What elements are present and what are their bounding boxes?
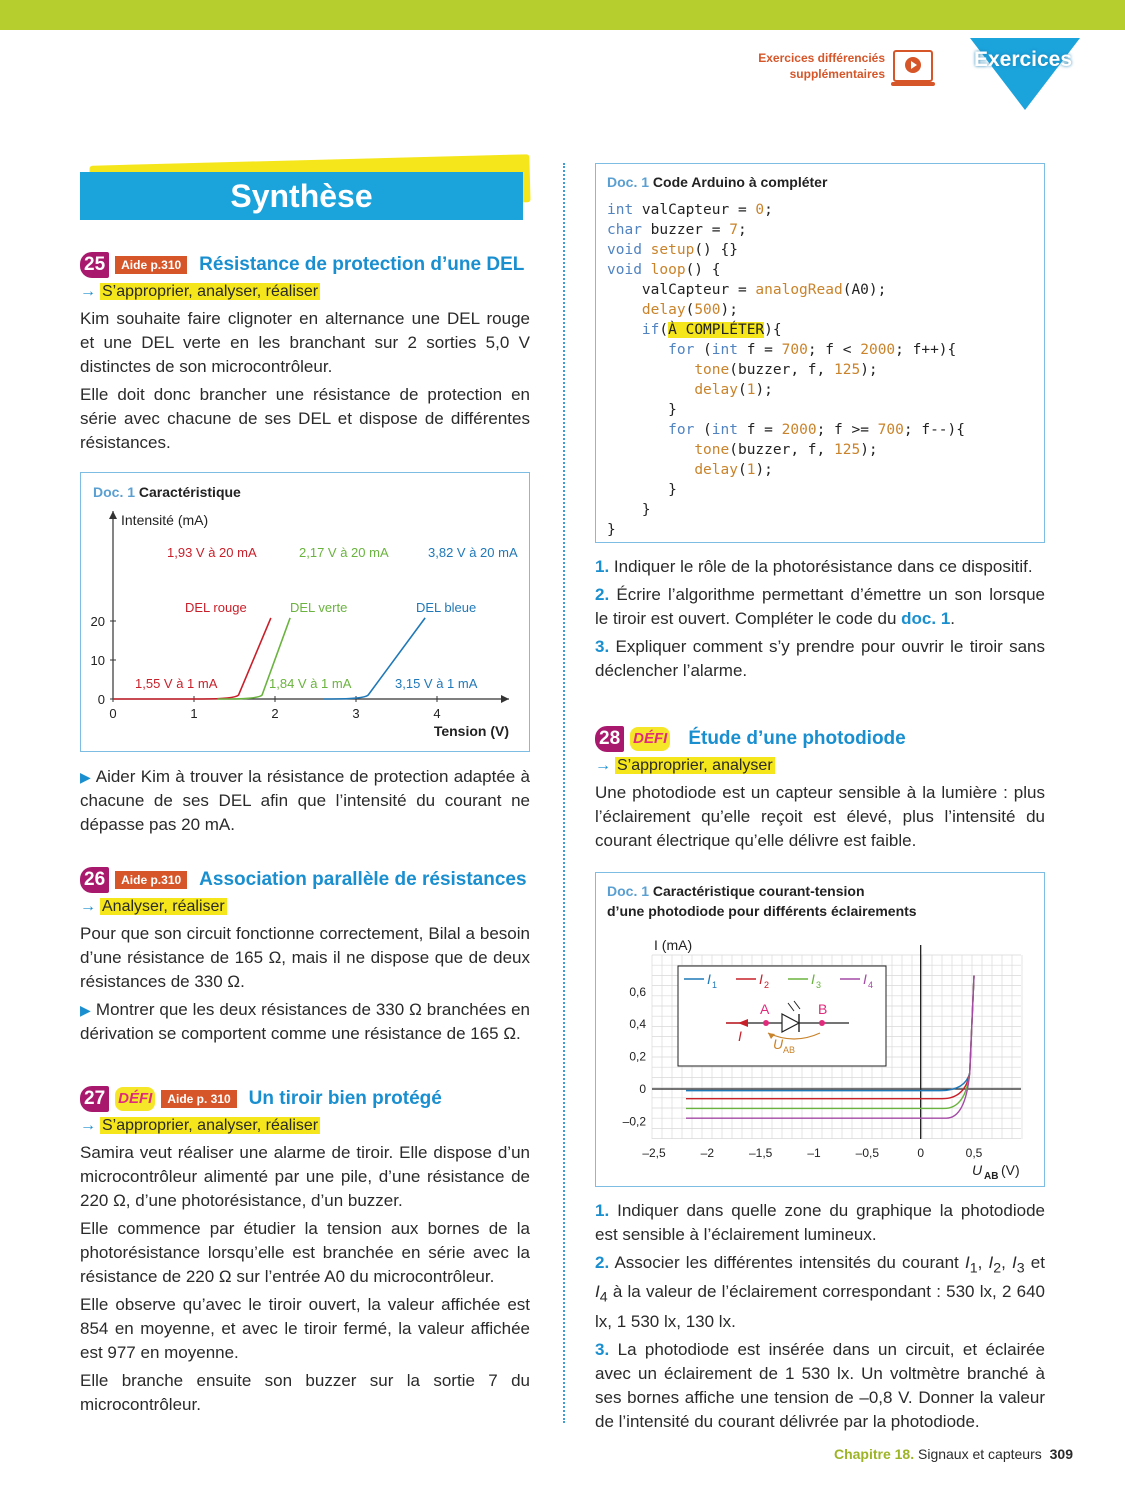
y-tick-label: 0,2 xyxy=(629,1049,646,1064)
legend-label-sub: 4 xyxy=(868,980,874,990)
series-name: DEL bleue xyxy=(416,600,477,615)
x-tick-label: 0,5 xyxy=(965,1146,983,1160)
x-axis-label-sub: AB xyxy=(984,1171,999,1182)
exercise-27-questions: 1. Indiquer le rôle de la photorésistance dans ce dispositif. 2. Écrire l’algorithme permettant d’émettre un son lorsque le tiroir est ouvert. Compléter le code du doc. 1. 3. Expliquer comment s’y prendre pour ouvrir le tiroir sans déclencher l’alarme. xyxy=(595,557,1045,680)
voltage-label-sub: AB xyxy=(783,1045,796,1055)
defi-badge: DÉFI xyxy=(115,1087,155,1111)
y-tick-label: 0 xyxy=(639,1082,646,1096)
voltage-label: U xyxy=(773,1036,784,1052)
y-tick-label: 0 xyxy=(97,692,105,707)
page-footer xyxy=(834,1446,1073,1462)
x-tick-label: 3 xyxy=(352,706,360,721)
x-tick-label: –2 xyxy=(700,1146,715,1160)
skills-line: → Analyser, réaliser xyxy=(80,898,225,915)
x-tick-label: 0 xyxy=(109,706,117,721)
paragraph: Pour que son circuit fonctionne correctement, Bilal a besoin d’une résistance de 165 Ω, mais il ne dispose que de deux résistances de 330 Ω. xyxy=(80,924,530,991)
arrow-icon: → xyxy=(80,1117,96,1134)
doc-title-line2: d’une photodiode pour différents éclairements xyxy=(607,903,917,919)
paragraph: Elle doit donc brancher une résistance de protection en série avec chacune de ses DEL et dispose de différentes résistances. xyxy=(80,385,530,452)
x-axis-label-unit: (V) xyxy=(1001,1162,1020,1178)
x-axis-label: Tension (V) xyxy=(433,723,509,739)
doc-label: Doc. 1 xyxy=(607,174,650,190)
exercise-28-questions: 1. Indiquer dans quelle zone du graphique la photodiode est sensible à l’éclairement lumineux. 2. Associer les différentes intensités du courant $I_1$, $I_2$, $I_3$ et $I_4$ à la valeur de l’éclairement correspondant : 530 lx, 2 640 lx, 1 530 lx, 130 lx. 3. La photodiode est insérée dans un circuit, et éclairée avec un éclairement de 1 530 lx. Un voltmètre branché à ses bornes affiche une tension de –0,8 V. Donner la valeur de l’intensité du courant délivrée par la photodiode. xyxy=(595,1201,1045,1431)
data-label-low: 1,55 V à 1 mA xyxy=(135,676,218,691)
data-label-low: 3,15 V à 1 mA xyxy=(395,676,478,691)
exercise-27 xyxy=(80,1086,530,1417)
page-number: 309 xyxy=(1049,1446,1073,1462)
doc-arduino-code xyxy=(595,163,1045,543)
skills-line: → S’approprier, analyser, réaliser xyxy=(80,283,319,300)
exercices-label: Exercices xyxy=(973,48,1073,71)
x-tick-label: 2 xyxy=(271,706,279,721)
exercise-25-task: ▶ Aider Kim à trouver la résistance de protection adaptée à chacune de ses DEL afin que l’intensité du courant ne dépasse pas 20 mA. xyxy=(80,767,530,834)
doc-photodiode-characteristic xyxy=(595,872,1045,1187)
led-chart xyxy=(81,473,529,751)
paragraph: Elle observe qu’avec le tiroir ouvert, la valeur affichée est 854 en moyenne, et avec le tiroir fermé, la valeur affichée est 977 en moyenne. xyxy=(80,1295,530,1362)
legend-label: I xyxy=(707,971,711,987)
y-tick-label: –0,2 xyxy=(622,1114,646,1129)
legend-label-sub: 3 xyxy=(816,980,822,990)
exercise-title: Étude d’une photodiode xyxy=(688,728,906,749)
doc-label: Doc. 1 xyxy=(607,883,650,899)
legend-label: I xyxy=(811,971,815,987)
exercise-26: 26 Aide p.310 Association parallèle de résistances → Analyser, réaliser Pour que son circuit fonctionne correctement, Bilal a besoin d’une résistance de 165 Ω, mais il ne dispose que de deux résistances de 330 Ω. ▶ Montrer que les deux résistances de 330 Ω branchées en dérivation se comportent comme une résistance de 165 Ω. xyxy=(80,869,530,1043)
series-name: DEL verte xyxy=(290,600,348,615)
paragraph: Elle commence par étudier la tension aux bornes de la photorésistance lorsqu’elle est branchée en série avec la résistance de 220 Ω sur l’entrée A0 du microcontrôleur. xyxy=(80,1219,530,1286)
aide-badge[interactable]: Aide p.310 xyxy=(115,256,187,274)
arrow-icon: → xyxy=(595,757,611,774)
y-tick-label: 20 xyxy=(90,614,105,629)
legend-label: I xyxy=(863,971,867,987)
node-a xyxy=(763,1020,769,1026)
doc-title: Caractéristique xyxy=(138,484,241,500)
x-tick-label: 1 xyxy=(190,706,198,721)
chapter-number: Chapitre 18. xyxy=(833,1446,915,1462)
exercise-number: 26 xyxy=(80,867,109,893)
exercise-28 xyxy=(595,726,1045,853)
paragraph: Elle branche ensuite son buzzer sur la sortie 7 du microcontrôleur. xyxy=(80,1371,530,1414)
x-tick-label: –0,5 xyxy=(855,1146,880,1160)
exercise-number: 25 xyxy=(80,252,109,278)
triangle-bullet-icon: ▶ xyxy=(80,1002,91,1018)
exercise-title: Association parallèle de résistances xyxy=(199,869,527,890)
y-axis-arrow xyxy=(109,511,117,519)
node-a-label: A xyxy=(760,1001,770,1017)
y-tick-label: 0,6 xyxy=(629,984,646,999)
paragraph: Kim souhaite faire clignoter en alternance une DEL rouge et une DEL verte en les branchant sur 2 sorties 5,0 V distinctes de son microcontrôleur. xyxy=(80,309,530,376)
column-separator xyxy=(563,163,565,1423)
triangle-bullet-icon: ▶ xyxy=(80,769,92,785)
node-b-label: B xyxy=(818,1001,828,1017)
top-bar xyxy=(0,0,1125,30)
x-axis-arrow xyxy=(501,695,509,703)
y-axis-label: Intensité (mA) xyxy=(121,512,209,528)
y-tick-label: 10 xyxy=(90,653,105,668)
legend-label-sub: 1 xyxy=(712,980,718,990)
exercise-number: 28 xyxy=(595,726,624,752)
doc-label: Doc. 1 xyxy=(93,484,136,500)
legend-label: I xyxy=(759,971,763,987)
data-label-high: 3,82 V à 20 mA xyxy=(428,545,518,560)
paragraph: Une photodiode est un capteur sensible à la lumière : plus l’éclairement qu’elle reçoit est élevé, plus l’intensité du courant électrique qu’elle délivre est faible. xyxy=(595,783,1045,850)
doc-led-characteristic xyxy=(80,472,530,752)
exercise-title: Résistance de protection d’une DEL xyxy=(199,254,525,275)
arrow-icon: → xyxy=(80,898,96,915)
x-tick-label: –1 xyxy=(807,1146,821,1160)
x-tick-label: –2,5 xyxy=(642,1146,666,1160)
x-tick-label: 0 xyxy=(917,1146,925,1160)
play-screen-icon[interactable] xyxy=(893,50,933,82)
chapter-title: Signaux et capteurs xyxy=(918,1446,1042,1462)
aide-badge[interactable]: Aide p. 310 xyxy=(161,1090,236,1108)
code-placeholder: À COMPLÉTER xyxy=(668,322,765,338)
data-label-high: 2,17 V à 20 mA xyxy=(299,545,389,560)
current-label: I xyxy=(738,1028,742,1044)
exercise-25 xyxy=(80,252,530,455)
code-block: int valCapteur = 0; char buzzer = 7; void setup() {} void loop() { valCapteur = analogRead(A0); delay(500); if(À COMPLÉTER){ for (int f = 700; f < 2000; f++){ tone(buzzer, f, 125); delay(1); } for (int f = 2000; f >= 700; f--){ tone(buzzer, f, 125); delay(1); } } } xyxy=(607,202,965,538)
x-tick-label: –1,5 xyxy=(748,1146,773,1160)
data-label-low: 1,84 V à 1 mA xyxy=(269,676,352,691)
x-tick-label: 4 xyxy=(433,706,441,721)
doc-reference-link[interactable]: doc. 1 xyxy=(901,609,951,628)
extra-exercises-link[interactable] xyxy=(685,50,885,82)
doc-title: Code Arduino à compléter xyxy=(652,174,828,190)
node-b xyxy=(819,1020,825,1026)
extra-exercises-line2: supplémentaires xyxy=(789,67,885,81)
doc-title: Caractéristique courant-tension xyxy=(652,883,865,899)
exercise-title: Un tiroir bien protégé xyxy=(248,1088,442,1109)
section-title: Synthèse xyxy=(80,172,523,220)
extra-exercises-line1: Exercices différenciés xyxy=(758,51,885,65)
exercise-number: 27 xyxy=(80,1086,109,1112)
y-axis-label: I (mA) xyxy=(654,937,693,953)
data-label-high: 1,93 V à 20 mA xyxy=(167,545,257,560)
aide-badge[interactable]: Aide p.310 xyxy=(115,871,187,889)
skills-line: → S’approprier, analyser, réaliser xyxy=(80,1117,319,1134)
legend-label-sub: 2 xyxy=(764,980,770,990)
y-tick-label: 0,4 xyxy=(629,1017,646,1032)
defi-badge: DÉFI xyxy=(630,727,670,751)
arrow-icon: → xyxy=(80,283,96,300)
skills-line: → S’approprier, analyser xyxy=(595,757,773,774)
x-axis-label: U xyxy=(972,1162,983,1178)
series-name: DEL rouge xyxy=(185,600,247,615)
paragraph: Samira veut réaliser une alarme de tiroir. Elle dispose d’un microcontrôleur alimenté par une pile, d’une résistance de 220 Ω, d’une photorésistance, d’un buzzer. xyxy=(80,1143,530,1210)
photodiode-chart xyxy=(596,873,1044,1186)
